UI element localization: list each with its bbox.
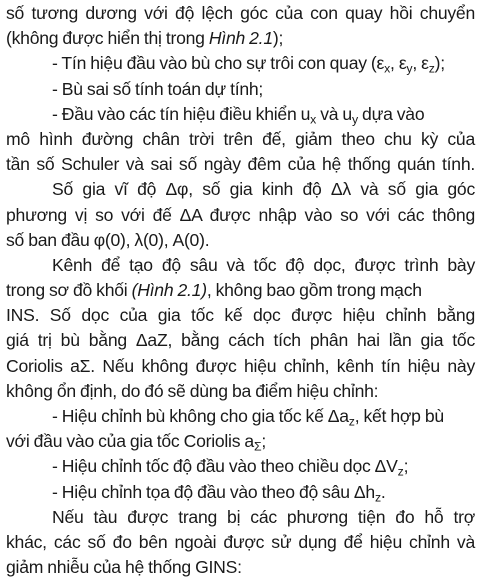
text-line: giảm nhiễu của hệ thống GINS: bbox=[6, 557, 242, 578]
figure-reference: (Hình 2.1) bbox=[131, 280, 207, 301]
text-run: , kết hợp bù bbox=[354, 406, 444, 426]
text-run: trong sơ đồ khối bbox=[6, 280, 132, 301]
text-run: ); bbox=[434, 53, 445, 74]
text-run: , không bao gồm trong mạch bbox=[206, 280, 422, 301]
text-line: số tương dương với độ lệch góc của con quay hồi chuyển bbox=[6, 3, 475, 23]
text-line: giá trị bù bằng ΔaZ, bằng cách tích phân hai lần gia tốc bbox=[6, 330, 475, 351]
text-run: - Hiệu chỉnh tốc độ đầu vào theo chiều dọc ΔV bbox=[52, 456, 398, 477]
subscript: x bbox=[384, 61, 391, 76]
bullet-line: - Bù sai số tính toán dự tính; bbox=[52, 78, 264, 99]
text-run: , ε bbox=[412, 53, 429, 74]
text-run: . bbox=[380, 481, 386, 502]
text-line: INS. Số dọc của gia tốc kế dọc được hiệu chỉnh bằng bbox=[6, 305, 475, 326]
bullet-line bbox=[6, 454, 475, 479]
subscript: z bbox=[374, 490, 381, 504]
paragraph-first-line: Nếu tàu được trang bị các phương tiện đo hỗ trợ bbox=[52, 506, 475, 527]
text-run: - Hiệu chỉnh tọa độ đầu vào theo độ sâu Δh bbox=[52, 481, 375, 502]
bullet-line bbox=[6, 480, 475, 505]
paragraph-first-line: Kênh để tạo độ sâu và tốc độ dọc, được trình bày bbox=[52, 254, 475, 275]
subscript: Σ bbox=[253, 439, 262, 454]
bullet-line bbox=[6, 51, 475, 76]
text-run: ); bbox=[272, 28, 284, 49]
text-run: ; bbox=[403, 456, 409, 477]
subscript: y bbox=[351, 112, 358, 127]
text-line bbox=[6, 26, 475, 51]
text-run: với đầu vào của gia tốc Coriolis a bbox=[6, 431, 254, 452]
text-line: không ổn định, do đó sẽ dùng ba điểm hiệu chỉnh: bbox=[6, 380, 379, 401]
text-line: Coriolis aΣ. Nếu không được hiệu chỉnh, kênh tín hiệu này bbox=[6, 355, 475, 376]
text-line: tần số Schuler và sai số ngày đêm của hệ thống quán tính. bbox=[6, 154, 475, 175]
text-line: phương vị so với đế ΔA được nhập vào so với các thông bbox=[6, 204, 475, 225]
bullet-line bbox=[6, 102, 475, 127]
text-run: - Tín hiệu đầu vào bù cho sự trôi con quay (ε bbox=[52, 53, 385, 74]
text-run: dựa vào bbox=[357, 103, 425, 124]
text-run: ; bbox=[261, 431, 266, 452]
text-line bbox=[6, 278, 475, 303]
subscript: z bbox=[348, 414, 355, 429]
text-line bbox=[6, 429, 475, 454]
text-line: mô hình đường chân trời trên đế, giảm theo chu kỳ của bbox=[6, 128, 475, 149]
subscript: y bbox=[406, 61, 413, 76]
text-line: khác, các số đo bên ngoài được sử dụng để hiệu chỉnh và bbox=[6, 531, 475, 552]
paragraph-first-line: Số gia vĩ độ Δφ, số gia kinh độ Δλ và số gia góc bbox=[52, 179, 475, 200]
text-run: , ε bbox=[390, 53, 407, 74]
subscript: z bbox=[428, 61, 435, 76]
subscript: x bbox=[310, 112, 317, 127]
text-run: (không được hiển thị trong bbox=[6, 28, 209, 49]
text-run: - Đầu vào các tín hiệu điều khiển u bbox=[52, 103, 311, 124]
text-run: và u bbox=[316, 103, 352, 124]
subscript: z bbox=[397, 464, 404, 479]
text-line: số ban đầu φ(0), λ(0), A(0). bbox=[6, 229, 210, 250]
text-run: - Hiệu chỉnh bù không cho gia tốc kế Δa bbox=[52, 406, 349, 426]
bullet-line bbox=[6, 404, 475, 429]
figure-reference: Hình 2.1 bbox=[208, 28, 273, 49]
